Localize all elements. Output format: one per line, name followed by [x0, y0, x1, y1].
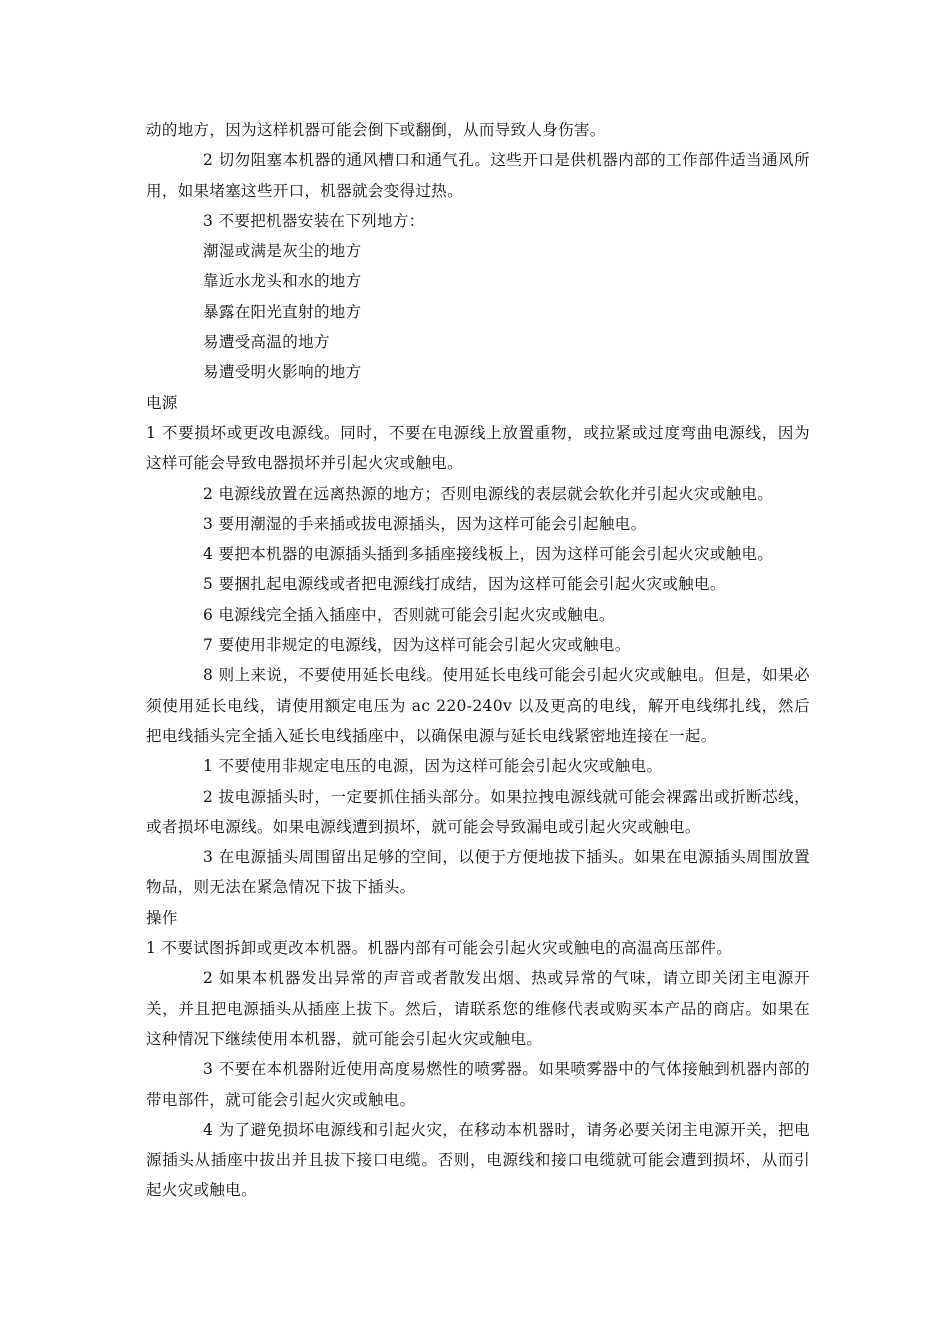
- section-heading-power: 电源: [146, 393, 178, 412]
- paragraph-abnormal: 2 如果本机器发出异常的声音或者散发出烟、热或异常的气味，请立即关闭主电源开关，并且把电源插头从插座上拔下。然后，请联系您的维修代表或购买本产品的商店。如果在这种情况下继续使用本机器，就可能会引起火灾或触电。: [146, 969, 810, 1048]
- list-item: 靠近水龙头和水的地方: [203, 272, 362, 291]
- paragraph-moving: 4 为了避免损坏电源线和引起火灾，在移动本机器时，请务必要关闭主电源开关，把电源插头从插座中拔出并且拔下接口电缆。否则，电源线和接口电缆就可能会遭到损坏，从而引起火灾或触电。: [146, 1120, 810, 1200]
- paragraph-voltage: 1 不要使用非规定电压的电源，因为这样可能会引起火灾或触电。: [203, 757, 663, 776]
- list-item: 暴露在阳光直射的地方: [203, 302, 362, 321]
- list-item: 易遭受明火影响的地方: [203, 363, 362, 382]
- list-item: 易遭受高温的地方: [203, 333, 330, 352]
- paragraph-space: 3 在电源插头周围留出足够的空间，以便于方便地拔下插头。如果在电源插头周围放置物品，则无法在紧急情况下拔下插头。: [146, 848, 810, 897]
- paragraph-extension-cord: 8 则上来说，不要使用延长电线。使用延长电线可能会引起火灾或触电。但是，如果必须使用延长电线，请使用额定电压为 ac 220-240v 以及更高的电线，解开电线绑扎线，然后把电线插头完全插入延长电线插座中，以确保电源与延长电线紧密地连接在一起。: [146, 666, 810, 745]
- paragraph-continuation: 动的地方，因为这样机器可能会倒下或翻倒，从而导致人身伤害。: [146, 121, 606, 139]
- paragraph-spray: 3 不要在本机器附近使用高度易燃性的喷雾器。如果喷雾器中的气体接触到机器内部的带电部件，就可能会引起火灾或触电。: [146, 1060, 810, 1109]
- list-item: 潮湿或满是灰尘的地方: [203, 242, 362, 261]
- paragraph-disassembly: 1 不要试图拆卸或更改本机器。机器内部有可能会引起火灾或触电的高温高压部件。: [146, 939, 733, 958]
- paragraph-ventilation: 2 切勿阻塞本机器的通风槽口和通气孔。这些开口是供机器内部的工作部件适当通风所用，如果堵塞这些开口，机器就会变得过热。: [146, 151, 810, 200]
- paragraph-heat-source: 2 电源线放置在远离热源的地方；否则电源线的表层就会软化并引起火灾或触电。: [203, 484, 774, 503]
- paragraph-power-cord: 1 不要损坏或更改电源线。同时，不要在电源线上放置重物，或拉紧或过度弯曲电源线，因为这样可能会导致电器损坏并引起火灾或触电。: [146, 423, 810, 473]
- paragraph-unplug: 2 拔电源插头时，一定要抓住插头部分。如果拉拽电源线就可能会裸露出或折断芯线，或者损坏电源线。如果电源线遭到损坏，就可能会导致漏电或引起火灾或触电。: [146, 787, 810, 836]
- paragraph-multi-outlet: 4 要把本机器的电源插头插到多插座接线板上，因为这样可能会引起火灾或触电。: [203, 545, 774, 564]
- document-page: [146, 115, 810, 1206]
- paragraph-insert-plug: 6 电源线完全插入插座中，否则就可能会引起火灾或触电。: [203, 605, 615, 624]
- paragraph-wet-hands: 3 要用潮湿的手来插或拔电源插头，因为这样可能会引起触电。: [203, 514, 647, 533]
- paragraph-bundling: 5 要捆扎起电源线或者把电源线打成结，因为这样可能会引起火灾或触电。: [203, 575, 726, 594]
- section-heading-operation: 操作: [146, 908, 178, 927]
- paragraph-nonstandard-cord: 7 要使用非规定的电源线，因为这样可能会引起火灾或触电。: [203, 636, 631, 655]
- paragraph-installation-locations: 3 不要把机器安装在下列地方：: [203, 211, 425, 230]
